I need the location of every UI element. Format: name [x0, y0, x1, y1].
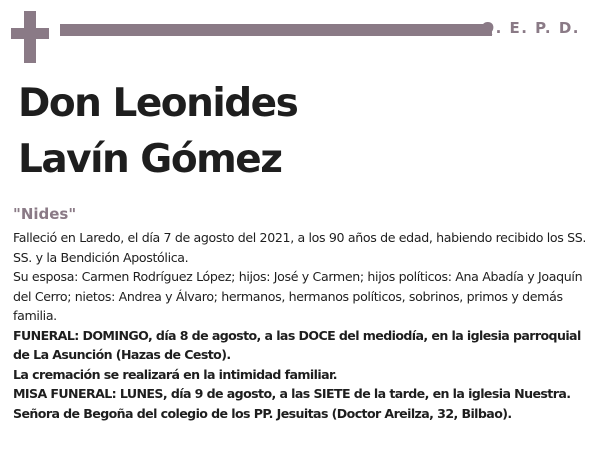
latin-cross-icon [11, 11, 49, 63]
header-rule [60, 24, 492, 36]
family-paragraph: Su esposa: Carmen Rodríguez López; hijos: José y Carmen; hijos políticos: Ana Abadía y Joaquín del Cerro; nietos: Andrea y Álvaro; hermanos, hermanos políticos, sobrinos, primos y demás familia. [13, 269, 583, 323]
cross-horizontal-bar [11, 28, 49, 39]
name-line-2: Lavín Gómez [18, 137, 282, 182]
name-line-1: Don Leonides [18, 81, 298, 126]
qepd-label: Q. E. P. D. [481, 19, 580, 37]
mass-paragraph: MISA FUNERAL: LUNES, día 9 de agosto, a las SIETE de la tarde, en la iglesia Nuestra. Señora de Begoña del colegio de los PP. Jesuitas (Doctor Areilza, 32, Bilbao). [13, 386, 571, 421]
death-notice-paragraph: Falleció en Laredo, el día 7 de agosto del 2021, a los 90 años de edad, habiendo recibido los SS. SS. y la Bendición Apostólica. [13, 230, 587, 265]
deceased-name [18, 76, 297, 188]
cremation-paragraph: La cremación se realizará en la intimidad familiar. [13, 366, 337, 382]
obituary-body [13, 228, 593, 423]
nickname: "Nides" [13, 205, 77, 223]
funeral-paragraph: FUNERAL: DOMINGO, día 8 de agosto, a las DOCE del mediodía, en la iglesia parroquial de La Asunción (Hazas de Cesto). [13, 327, 581, 362]
